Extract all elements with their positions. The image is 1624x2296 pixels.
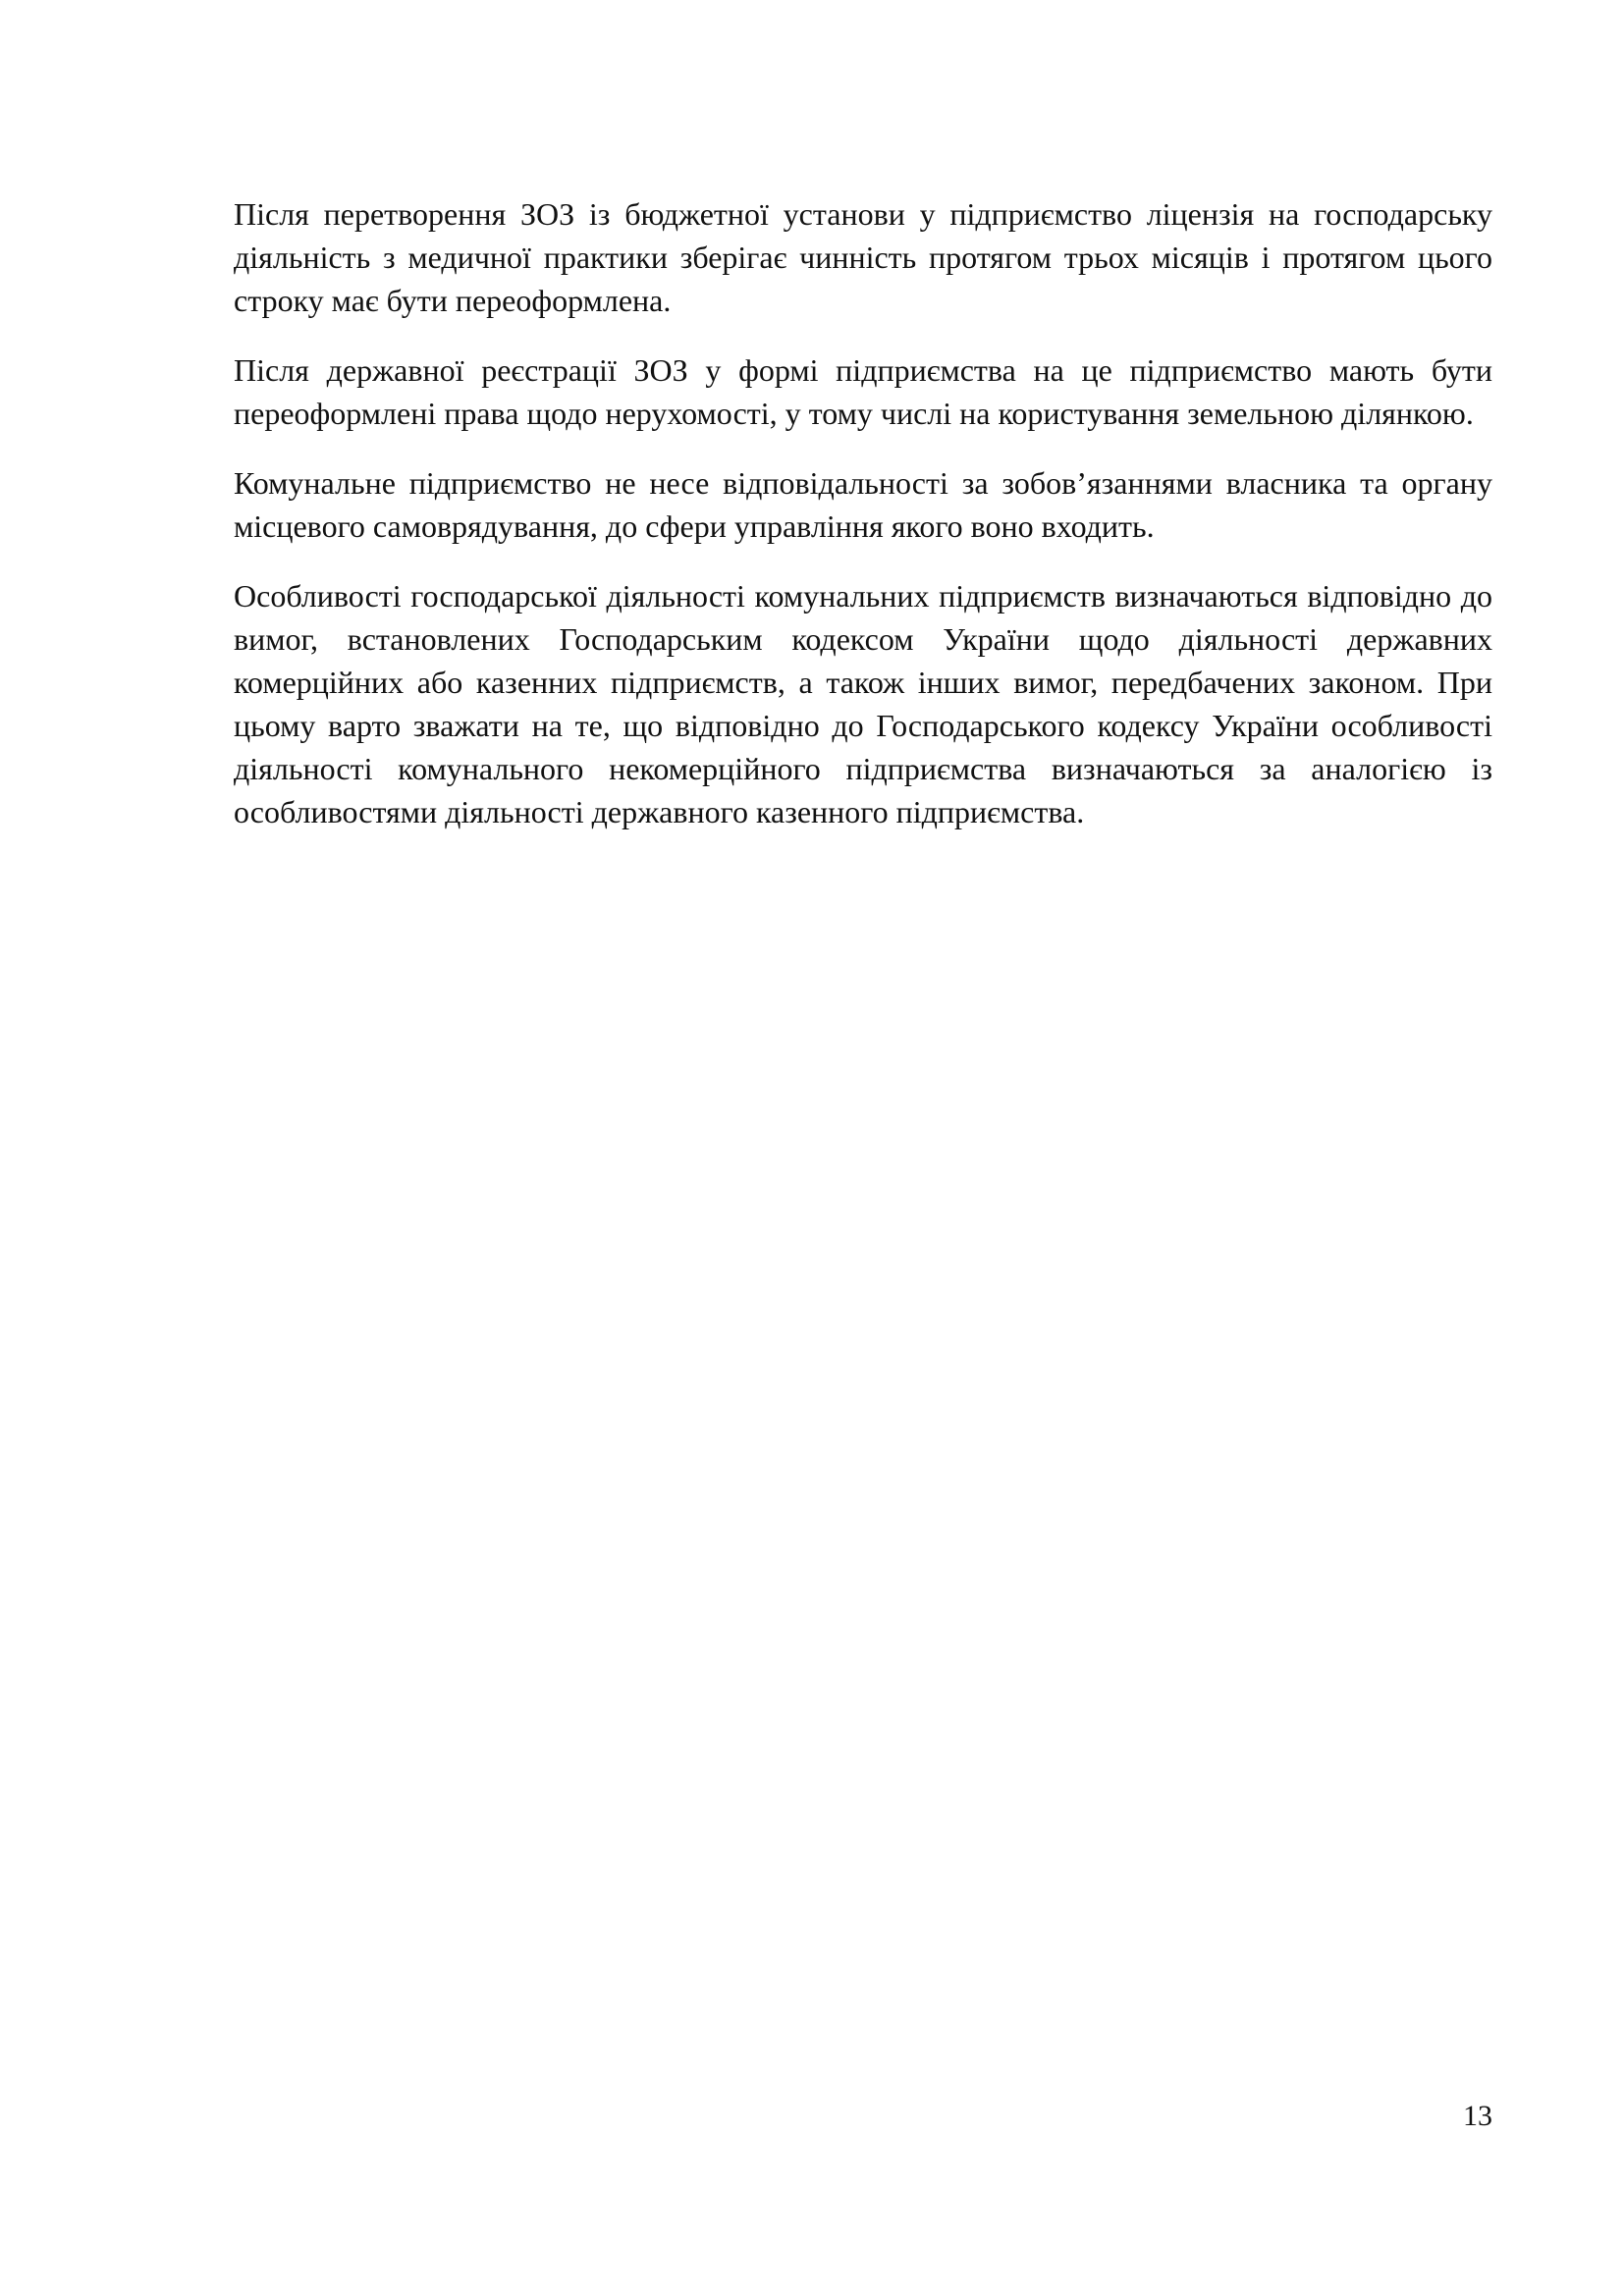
paragraph-license-renewal: Після перетворення ЗОЗ із бюджетної установи у підприємство ліцензія на господарську діяльність з медичної практики зберігає чинність протягом трьох місяців і протягом цього строку має бути переоформлена. (234, 196, 1492, 318)
page-body (234, 192, 1492, 860)
paragraph-property-rights: Після державної реєстрації ЗОЗ у формі підприємства на це підприємство мають бути переоформлені права щодо нерухомості, у тому числі на користування земельною ділянкою. (234, 352, 1492, 431)
page-number: 13 (1463, 2100, 1492, 2132)
paragraph-liability: Комунальне підприємство не несе відповідальності за зобов’язаннями власника та органу місцевого самоврядування, до сфери управління якого воно входить. (234, 465, 1492, 544)
paragraph-economic-activity: Особливості господарської діяльності комунальних підприємств визначаються відповідно до вимог, встановлених Господарським кодексом України щодо діяльності державних комерційних або казенних підприємств, а також інших вимог, передбачених законом. При цьому варто зважати на те, що відповідно до Господарського кодексу України особливості діяльності комунального некомерційного підприємства визначаються за аналогією із особливостями діяльності державного казенного підприємства. (234, 578, 1492, 829)
